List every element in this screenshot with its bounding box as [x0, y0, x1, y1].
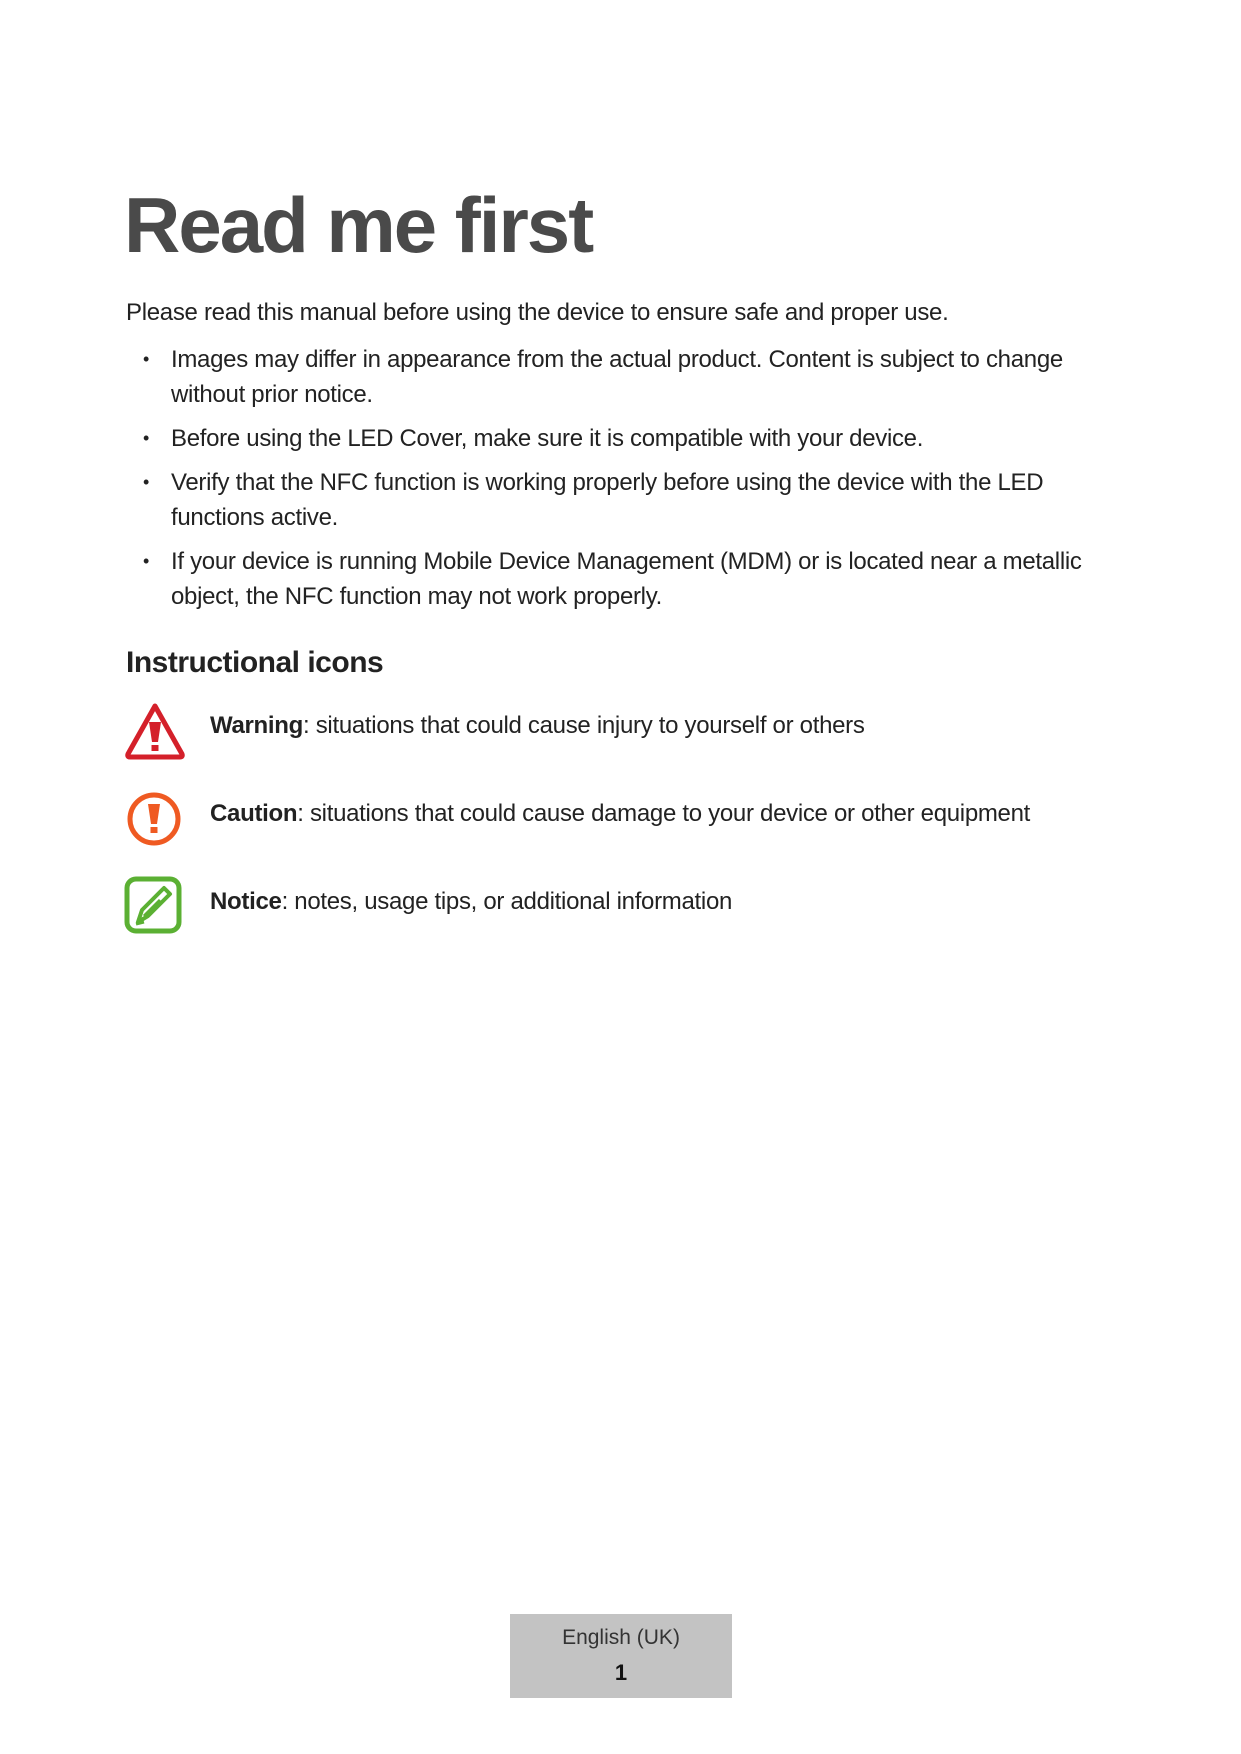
- warning-label: Warning: [210, 712, 303, 739]
- caution-description: : situations that could cause damage to your device or other equipment: [297, 800, 1031, 827]
- bullet-icon: •: [143, 551, 150, 571]
- bullet-icon: •: [143, 428, 150, 448]
- caution-circle-icon: [124, 788, 186, 850]
- page-title: Read me first: [124, 181, 593, 269]
- bullet-icon: •: [143, 349, 150, 369]
- list-item: [126, 544, 1116, 614]
- bullet-icon: •: [143, 472, 150, 492]
- list-item: [126, 465, 1116, 535]
- notice-description: : notes, usage tips, or additional information: [281, 888, 733, 915]
- warning-row: [124, 700, 1124, 760]
- warning-triangle-icon: [124, 700, 186, 762]
- list-item-text: Images may differ in appearance from the actual product. Content is subject to change without prior notice.: [171, 346, 1063, 408]
- notice-bullet-list: [126, 342, 1116, 623]
- page-footer: [510, 1614, 732, 1698]
- notice-pen-icon: [124, 876, 186, 938]
- caution-label: Caution: [210, 800, 298, 827]
- list-item-text: Before using the LED Cover, make sure it is compatible with your device.: [171, 425, 924, 452]
- warning-description: : situations that could cause injury to yourself or others: [303, 712, 865, 739]
- intro-text: Please read this manual before using the device to ensure safe and proper use.: [126, 299, 949, 326]
- list-item-text: Verify that the NFC function is working properly before using the device with the LED functions active.: [171, 469, 1044, 531]
- page-number: 1: [614, 1660, 628, 1685]
- instructional-icons-heading: Instructional icons: [126, 646, 384, 679]
- list-item: [126, 421, 1116, 456]
- caution-row: [124, 788, 1124, 848]
- list-item: [126, 342, 1116, 412]
- list-item-text: If your device is running Mobile Device Management (MDM) or is located near a metallic object, the NFC function may not work properly.: [171, 548, 1082, 610]
- notice-row: [124, 876, 1124, 936]
- notice-label: Notice: [210, 888, 282, 915]
- footer-language: English (UK): [562, 1626, 680, 1649]
